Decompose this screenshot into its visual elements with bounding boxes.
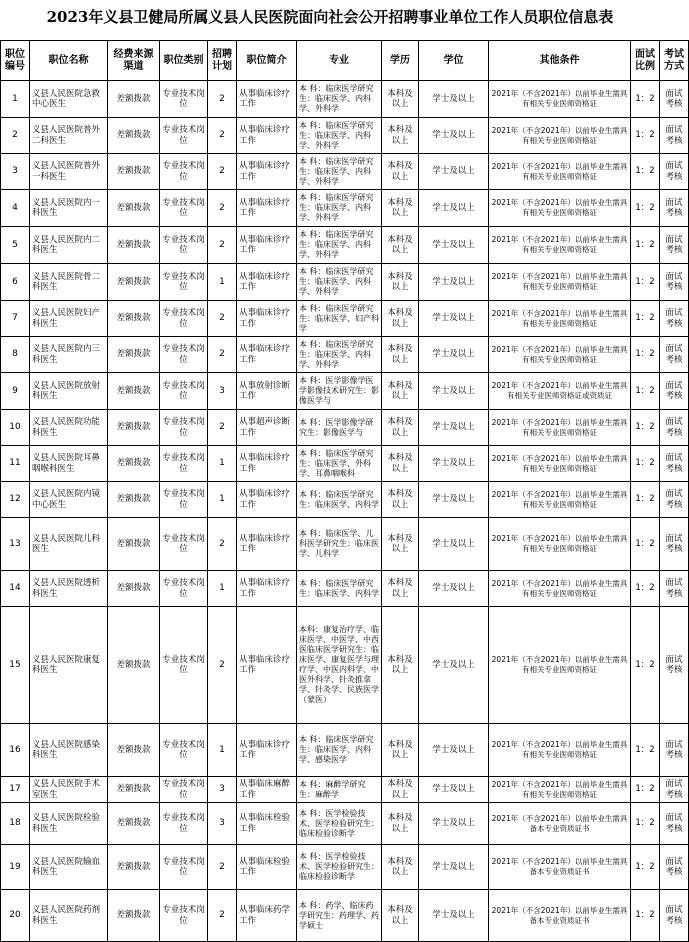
cell-major: 本 科：临床医学研究生：临床医学、内科学、外科学 — [297, 190, 382, 227]
cell-exam: 面试考核 — [660, 607, 689, 724]
cell-intro: 从事临床诊疗工作 — [237, 482, 297, 518]
cell-education: 本科及以上 — [382, 446, 419, 482]
cell-name: 义县人民医院耳鼻咽喉科医生 — [30, 446, 108, 482]
cell-exam: 面试考核 — [660, 890, 689, 942]
cell-name: 义县人民医院妇产科医生 — [30, 301, 108, 337]
cell-category: 专业技术岗位 — [160, 410, 208, 446]
cell-ratio: 1：2 — [631, 227, 660, 264]
cell-ratio: 1：2 — [631, 571, 660, 607]
cell-exam: 面试考核 — [660, 724, 689, 777]
header-intro: 职位简介 — [237, 41, 297, 81]
header-funding: 经费来源渠道 — [108, 41, 160, 81]
cell-other: 2021年（不含2021年）以前毕业生需具有相关专业医师资格证 — [489, 227, 631, 264]
cell-major: 本 科：医学检验技术、医学检验研究生：临床检验诊断学 — [297, 803, 382, 845]
cell-name: 义县人民医院急救中心医生 — [30, 81, 108, 118]
cell-exam: 面试考核 — [660, 518, 689, 571]
cell-major: 本 科：麻醉学研究生：麻醉学 — [297, 777, 382, 803]
cell-name: 义县人民医院检验科医生 — [30, 803, 108, 845]
table-row — [1, 373, 689, 410]
cell-funding: 差额拨款 — [108, 845, 160, 890]
cell-intro: 从事临床诊疗工作 — [237, 264, 297, 301]
cell-plan: 2 — [208, 154, 237, 190]
cell-ratio: 1：2 — [631, 446, 660, 482]
cell-name: 义县人民医院放射科医生 — [30, 373, 108, 410]
cell-other: 2021年（不含2021年）以前毕业生需具备本专业资质证书 — [489, 845, 631, 890]
table-row — [1, 154, 689, 190]
cell-intro: 从事临床诊疗工作 — [237, 607, 297, 724]
cell-exam: 面试考核 — [660, 803, 689, 845]
cell-exam: 面试考核 — [660, 571, 689, 607]
cell-degree: 学士及以上 — [419, 190, 489, 227]
table-row — [1, 571, 689, 607]
cell-funding: 差额拨款 — [108, 571, 160, 607]
cell-education: 本科及以上 — [382, 373, 419, 410]
cell-major: 本 科：临床医学研究生：临床医学、内科学、外科学 — [297, 264, 382, 301]
cell-plan: 3 — [208, 803, 237, 845]
cell-degree: 学士及以上 — [419, 301, 489, 337]
cell-education: 本科及以上 — [382, 777, 419, 803]
cell-funding: 差额拨款 — [108, 890, 160, 942]
cell-other: 2021年（不含2021年）以前毕业生需具备本专业资质证书 — [489, 803, 631, 845]
table-row — [1, 803, 689, 845]
cell-name: 义县人民医院普外二科医生 — [30, 118, 108, 154]
cell-ratio: 1：2 — [631, 373, 660, 410]
cell-ratio: 1：2 — [631, 81, 660, 118]
cell-category: 专业技术岗位 — [160, 890, 208, 942]
cell-plan: 2 — [208, 337, 237, 373]
cell-code: 2 — [1, 118, 30, 154]
cell-funding: 差额拨款 — [108, 301, 160, 337]
cell-funding: 差额拨款 — [108, 803, 160, 845]
cell-intro: 从事临床诊疗工作 — [237, 118, 297, 154]
cell-code: 10 — [1, 410, 30, 446]
cell-ratio: 1：2 — [631, 190, 660, 227]
cell-code: 18 — [1, 803, 30, 845]
cell-ratio: 1：2 — [631, 607, 660, 724]
cell-education: 本科及以上 — [382, 410, 419, 446]
cell-category: 专业技术岗位 — [160, 724, 208, 777]
cell-category: 专业技术岗位 — [160, 190, 208, 227]
cell-code: 17 — [1, 777, 30, 803]
table-row — [1, 190, 689, 227]
cell-education: 本科及以上 — [382, 337, 419, 373]
cell-plan: 1 — [208, 482, 237, 518]
cell-exam: 面试考核 — [660, 301, 689, 337]
cell-ratio: 1：2 — [631, 301, 660, 337]
cell-other: 2021年（不含2021年）以前毕业生需具有相关专业医师资格证 — [489, 518, 631, 571]
cell-other: 2021年（不含2021年）以前毕业生需具有相关专业医师资格证 — [489, 777, 631, 803]
cell-funding: 差额拨款 — [108, 118, 160, 154]
cell-category: 专业技术岗位 — [160, 518, 208, 571]
cell-name: 义县人民医院内二科医生 — [30, 227, 108, 264]
cell-category: 专业技术岗位 — [160, 154, 208, 190]
cell-degree: 学士及以上 — [419, 607, 489, 724]
table-row — [1, 482, 689, 518]
table-body — [1, 81, 689, 942]
cell-name: 义县人民医院内镜中心医生 — [30, 482, 108, 518]
table-row — [1, 890, 689, 942]
cell-other: 2021年（不含2021年）以前毕业生需具有相关专业医师资格证 — [489, 301, 631, 337]
cell-ratio: 1：2 — [631, 803, 660, 845]
cell-plan: 2 — [208, 518, 237, 571]
cell-other: 2021年（不含2021年）以前毕业生需具有相关专业医师资格证 — [489, 446, 631, 482]
cell-degree: 学士及以上 — [419, 373, 489, 410]
table-row — [1, 446, 689, 482]
cell-exam: 面试考核 — [660, 410, 689, 446]
cell-degree: 学士及以上 — [419, 81, 489, 118]
header-exam: 考试方式 — [660, 41, 689, 81]
cell-exam: 面试考核 — [660, 190, 689, 227]
cell-code: 6 — [1, 264, 30, 301]
cell-degree: 学士及以上 — [419, 890, 489, 942]
cell-ratio: 1：2 — [631, 724, 660, 777]
table-row — [1, 777, 689, 803]
cell-education: 本科及以上 — [382, 190, 419, 227]
cell-other: 2021年（不含2021年）以前毕业生需具有相关专业医师资格证 — [489, 154, 631, 190]
cell-intro: 从事临床诊疗工作 — [237, 81, 297, 118]
cell-intro: 从事临床诊疗工作 — [237, 446, 297, 482]
header-category: 职位类别 — [160, 41, 208, 81]
cell-exam: 面试考核 — [660, 777, 689, 803]
cell-funding: 差额拨款 — [108, 607, 160, 724]
cell-other: 2021年（不含2021年）以前毕业生需具备本专业资质证书 — [489, 890, 631, 942]
cell-exam: 面试考核 — [660, 845, 689, 890]
cell-plan: 2 — [208, 118, 237, 154]
cell-other: 2021年（不含2021年）以前毕业生需具有相关专业医师资格证 — [489, 607, 631, 724]
cell-intro: 从事临床诊疗工作 — [237, 518, 297, 571]
cell-code: 15 — [1, 607, 30, 724]
cell-name: 义县人民医院内一科医生 — [30, 190, 108, 227]
cell-intro: 从事临床诊疗工作 — [237, 227, 297, 264]
cell-education: 本科及以上 — [382, 571, 419, 607]
cell-degree: 学士及以上 — [419, 337, 489, 373]
cell-category: 专业技术岗位 — [160, 607, 208, 724]
cell-code: 12 — [1, 482, 30, 518]
cell-code: 20 — [1, 890, 30, 942]
cell-other: 2021年（不含2021年）以前毕业生需具有相关专业医师资格证 — [489, 81, 631, 118]
cell-category: 专业技术岗位 — [160, 777, 208, 803]
header-education: 学历 — [382, 41, 419, 81]
cell-intro: 从事临床诊疗工作 — [237, 724, 297, 777]
cell-exam: 面试考核 — [660, 264, 689, 301]
cell-code: 19 — [1, 845, 30, 890]
cell-major: 本 科：医学影像学医学影像技术研究生：影像医学与 — [297, 373, 382, 410]
cell-name: 义县人民医院骨二科医生 — [30, 264, 108, 301]
cell-name: 义县人民医院普外一科医生 — [30, 154, 108, 190]
cell-plan: 2 — [208, 190, 237, 227]
cell-plan: 1 — [208, 724, 237, 777]
cell-intro: 从事临床麻醉工作 — [237, 777, 297, 803]
cell-other: 2021年（不含2021年）以前毕业生需具有相关专业医师资格证 — [489, 190, 631, 227]
cell-intro: 从事超声诊断工作 — [237, 410, 297, 446]
cell-category: 专业技术岗位 — [160, 118, 208, 154]
cell-degree: 学士及以上 — [419, 264, 489, 301]
cell-plan: 2 — [208, 890, 237, 942]
cell-ratio: 1：2 — [631, 482, 660, 518]
table-row — [1, 227, 689, 264]
cell-other: 2021年（不含2021年）以前毕业生需具有相关专业医师资格证 — [489, 337, 631, 373]
cell-major: 本 科：临床医学研究生：临床医学、内科学、外科学 — [297, 337, 382, 373]
cell-name: 义县人民医院功能科医生 — [30, 410, 108, 446]
cell-category: 专业技术岗位 — [160, 373, 208, 410]
cell-category: 专业技术岗位 — [160, 482, 208, 518]
cell-intro: 从事临床诊疗工作 — [237, 337, 297, 373]
cell-other: 2021年（不含2021年）以前毕业生需具有相关专业医师资格证 — [489, 410, 631, 446]
table-row — [1, 337, 689, 373]
cell-category: 专业技术岗位 — [160, 81, 208, 118]
cell-funding: 差额拨款 — [108, 724, 160, 777]
cell-exam: 面试考核 — [660, 373, 689, 410]
cell-degree: 学士及以上 — [419, 410, 489, 446]
document-title: 2023年义县卫健局所属义县人民医院面向社会公开招聘事业单位工作人员职位信息表 — [46, 8, 614, 26]
cell-ratio: 1：2 — [631, 118, 660, 154]
cell-major: 本 科：临床医学研究生：临床医学、内科学、外科学 — [297, 154, 382, 190]
cell-major: 本 科：临床医学研究生：临床医学、内科学、外科学 — [297, 118, 382, 154]
cell-education: 本科及以上 — [382, 518, 419, 571]
cell-intro: 从事临床药学工作 — [237, 890, 297, 942]
cell-degree: 学士及以上 — [419, 518, 489, 571]
cell-exam: 面试考核 — [660, 337, 689, 373]
table-row — [1, 410, 689, 446]
table-row — [1, 518, 689, 571]
cell-education: 本科及以上 — [382, 890, 419, 942]
header-plan: 招聘计划 — [208, 41, 237, 81]
cell-education: 本科及以上 — [382, 845, 419, 890]
header-major: 专业 — [297, 41, 382, 81]
cell-funding: 差额拨款 — [108, 410, 160, 446]
cell-plan: 2 — [208, 410, 237, 446]
cell-exam: 面试考核 — [660, 482, 689, 518]
cell-major: 本 科：医学检验技术、医学检验研究生：临床检验诊断学 — [297, 845, 382, 890]
cell-degree: 学士及以上 — [419, 777, 489, 803]
cell-education: 本科及以上 — [382, 154, 419, 190]
cell-education: 本科及以上 — [382, 482, 419, 518]
cell-major: 本 科：临床医学研究生：临床医学、外科学、耳鼻咽喉科 — [297, 446, 382, 482]
cell-major: 本科：康复治疗学、临床医学、中医学、中西医临床医学研究生：临床医学、康复医学与理疗学、中医内科学、中医外科学、针灸推拿学、针灸学、民族医学（蒙医） — [297, 607, 382, 724]
cell-other: 2021年（不含2021年）以前毕业生需具有相关专业医师资格证或资质证 — [489, 373, 631, 410]
cell-education: 本科及以上 — [382, 607, 419, 724]
cell-name: 义县人民医院输血科医生 — [30, 845, 108, 890]
cell-intro: 从事临床诊疗工作 — [237, 154, 297, 190]
header-other: 其他条件 — [489, 41, 631, 81]
cell-exam: 面试考核 — [660, 446, 689, 482]
cell-education: 本科及以上 — [382, 81, 419, 118]
cell-funding: 差额拨款 — [108, 446, 160, 482]
cell-category: 专业技术岗位 — [160, 301, 208, 337]
cell-plan: 2 — [208, 81, 237, 118]
position-table — [0, 40, 689, 942]
cell-funding: 差额拨款 — [108, 227, 160, 264]
table-row — [1, 724, 689, 777]
cell-category: 专业技术岗位 — [160, 803, 208, 845]
cell-degree: 学士及以上 — [419, 803, 489, 845]
cell-exam: 面试考核 — [660, 81, 689, 118]
header-ratio: 面试比例 — [631, 41, 660, 81]
cell-ratio: 1：2 — [631, 845, 660, 890]
cell-code: 8 — [1, 337, 30, 373]
cell-name: 义县人民医院儿科医生 — [30, 518, 108, 571]
cell-degree: 学士及以上 — [419, 571, 489, 607]
cell-funding: 差额拨款 — [108, 337, 160, 373]
cell-education: 本科及以上 — [382, 118, 419, 154]
header-code: 职位编号 — [1, 41, 30, 81]
table-row — [1, 118, 689, 154]
cell-ratio: 1：2 — [631, 890, 660, 942]
cell-major: 本 科：临床医学研究生：临床医学、内科学 — [297, 571, 382, 607]
cell-education: 本科及以上 — [382, 724, 419, 777]
cell-category: 专业技术岗位 — [160, 845, 208, 890]
cell-plan: 2 — [208, 845, 237, 890]
cell-code: 3 — [1, 154, 30, 190]
cell-intro: 从事临床诊疗工作 — [237, 301, 297, 337]
cell-education: 本科及以上 — [382, 264, 419, 301]
cell-plan: 3 — [208, 373, 237, 410]
cell-name: 义县人民医院药剂科医生 — [30, 890, 108, 942]
table-row — [1, 607, 689, 724]
cell-other: 2021年（不含2021年）以前毕业生需具有相关专业医师资格证 — [489, 482, 631, 518]
cell-major: 本 科：临床医学研究生：临床医学、妇产科学 — [297, 301, 382, 337]
cell-intro: 从事临床检验工作 — [237, 803, 297, 845]
cell-name: 义县人民医院感染科医生 — [30, 724, 108, 777]
cell-category: 专业技术岗位 — [160, 264, 208, 301]
cell-ratio: 1：2 — [631, 777, 660, 803]
cell-funding: 差额拨款 — [108, 777, 160, 803]
cell-intro: 从事临床诊疗工作 — [237, 190, 297, 227]
cell-plan: 1 — [208, 571, 237, 607]
cell-other: 2021年（不含2021年）以前毕业生需具有相关专业医师资格证 — [489, 264, 631, 301]
cell-name: 义县人民医院康复科医生 — [30, 607, 108, 724]
cell-degree: 学士及以上 — [419, 118, 489, 154]
cell-code: 1 — [1, 81, 30, 118]
cell-other: 2021年（不含2021年）以前毕业生需具有相关专业医师资格证 — [489, 724, 631, 777]
cell-plan: 2 — [208, 607, 237, 724]
cell-ratio: 1：2 — [631, 410, 660, 446]
cell-ratio: 1：2 — [631, 518, 660, 571]
cell-funding: 差额拨款 — [108, 154, 160, 190]
cell-major: 本 科：临床医学研究生：临床医学、内科学、外科学 — [297, 227, 382, 264]
table-row — [1, 301, 689, 337]
cell-category: 专业技术岗位 — [160, 337, 208, 373]
cell-code: 13 — [1, 518, 30, 571]
cell-code: 5 — [1, 227, 30, 264]
cell-exam: 面试考核 — [660, 154, 689, 190]
cell-ratio: 1：2 — [631, 154, 660, 190]
cell-category: 专业技术岗位 — [160, 571, 208, 607]
cell-name: 义县人民医院透析科医生 — [30, 571, 108, 607]
cell-code: 16 — [1, 724, 30, 777]
table-row — [1, 81, 689, 118]
cell-funding: 差额拨款 — [108, 518, 160, 571]
cell-degree: 学士及以上 — [419, 227, 489, 264]
cell-code: 9 — [1, 373, 30, 410]
cell-degree: 学士及以上 — [419, 154, 489, 190]
cell-funding: 差额拨款 — [108, 373, 160, 410]
cell-degree: 学士及以上 — [419, 446, 489, 482]
cell-name: 义县人民医院内三科医生 — [30, 337, 108, 373]
cell-funding: 差额拨款 — [108, 81, 160, 118]
cell-ratio: 1：2 — [631, 264, 660, 301]
cell-code: 11 — [1, 446, 30, 482]
cell-major: 本 科：临床医学研究生：临床医学、内科学、感染医学 — [297, 724, 382, 777]
cell-code: 7 — [1, 301, 30, 337]
cell-intro: 从事临床检验工作 — [237, 845, 297, 890]
cell-plan: 2 — [208, 227, 237, 264]
cell-category: 专业技术岗位 — [160, 446, 208, 482]
cell-funding: 差额拨款 — [108, 264, 160, 301]
cell-major: 本 科：药学、临床药学研究生：药理学、药学硕士 — [297, 890, 382, 942]
cell-category: 专业技术岗位 — [160, 227, 208, 264]
cell-intro: 从事放射诊断工作 — [237, 373, 297, 410]
cell-education: 本科及以上 — [382, 301, 419, 337]
cell-degree: 学士及以上 — [419, 482, 489, 518]
cell-ratio: 1：2 — [631, 337, 660, 373]
cell-other: 2021年（不含2021年）以前毕业生需具有相关专业医师资格证 — [489, 118, 631, 154]
cell-degree: 学士及以上 — [419, 724, 489, 777]
cell-plan: 2 — [208, 301, 237, 337]
header-degree: 学位 — [419, 41, 489, 81]
cell-degree: 学士及以上 — [419, 845, 489, 890]
cell-major: 本 科：临床医学、儿科医学研究生：临床医学、儿科学 — [297, 518, 382, 571]
cell-plan: 1 — [208, 446, 237, 482]
cell-education: 本科及以上 — [382, 803, 419, 845]
header-name: 职位名称 — [30, 41, 108, 81]
cell-exam: 面试考核 — [660, 227, 689, 264]
header-row — [1, 41, 689, 81]
table-row — [1, 845, 689, 890]
cell-name: 义县人民医院手术室医生 — [30, 777, 108, 803]
table-row — [1, 264, 689, 301]
cell-other: 2021年（不含2021年）以前毕业生需具有相关专业医师资格证 — [489, 571, 631, 607]
cell-major: 本 科：临床医学研究生：临床医学、内科学、外科学 — [297, 81, 382, 118]
cell-plan: 1 — [208, 264, 237, 301]
cell-intro: 从事临床诊疗工作 — [237, 571, 297, 607]
cell-exam: 面试考核 — [660, 118, 689, 154]
cell-major: 本 科：医学影像学研究生：影像医学与 — [297, 410, 382, 446]
cell-education: 本科及以上 — [382, 227, 419, 264]
cell-funding: 差额拨款 — [108, 482, 160, 518]
cell-major: 本 科：临床医学研究生：临床医学、内科学 — [297, 482, 382, 518]
cell-code: 14 — [1, 571, 30, 607]
cell-code: 4 — [1, 190, 30, 227]
cell-plan: 3 — [208, 777, 237, 803]
cell-funding: 差额拨款 — [108, 190, 160, 227]
